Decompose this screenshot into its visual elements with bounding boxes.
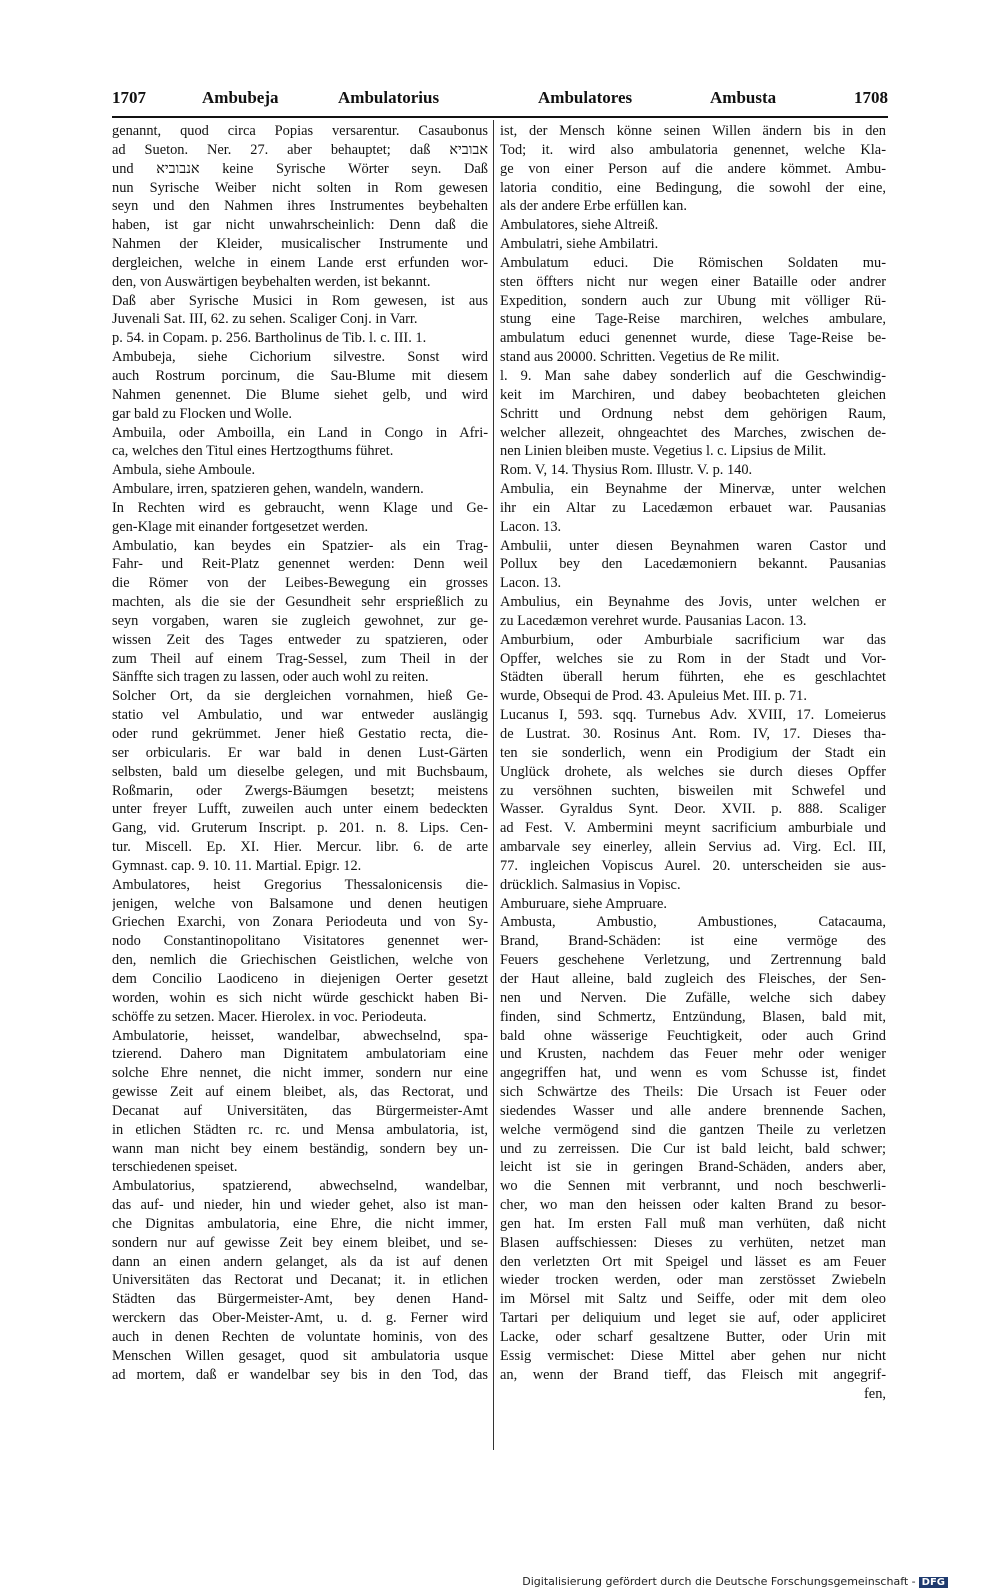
text-line: wissen Zeit des Tages entweder zu spatzieren, oder — [112, 631, 488, 648]
text-line: Ambusta, Ambustio, Ambustiones, Catacauma, — [500, 914, 886, 931]
text-line: Gang, vid. Gruterum Inscript. p. 201. n. 8. Lips. Cen- — [112, 820, 488, 837]
text-line: Griechen Exarchi, von Zonara Periodeuta und von Sy- — [112, 914, 488, 931]
text-line: dem Concilio Laodiceno in diejenigen Oerter gesetzt — [112, 970, 488, 987]
text-line: Lucanus I, 593. sqq. Turnebus Adv. XVIII, 17. Lomeierus — [500, 707, 886, 724]
text-line: drücklich. Salmasius in Vopisc. — [500, 876, 681, 893]
text-line: der Haut alleine, bald zugleich des Fleisches, der Sen- — [500, 970, 886, 987]
text-line: seyn vorgaben, waren sie zugleich gewohnet, zur ge- — [112, 612, 488, 629]
text-line: auch Rostrum porcinum, die Sau-Blume mit diesem — [112, 367, 488, 384]
text-line: Expedition, sondern auch zur Ubung mit völliger Rü- — [500, 292, 886, 309]
text-line: ambarvale sey einerley, allein Servius ad. Virg. Ecl. III, — [500, 839, 886, 856]
text-line: che Dignitas ambulatoria, eine Ehre, die nicht immer, — [112, 1215, 488, 1232]
text-line: de Lustrat. 30. Rosinus Ant. Rom. IV, 17. Dieses tha- — [500, 726, 886, 742]
text-line: Amburbium, oder Amburbiale sacrificium war das — [500, 631, 886, 648]
text-line: ser orbicularis. Er war bald in denen Lust-Gärten — [112, 744, 488, 761]
text-line: keit im Marchiren, und dabey beobachteten gleichen — [500, 386, 886, 403]
text-line: genannt, quod circa Popias versarentur. Casaubonus — [112, 123, 488, 139]
text-line: Ambulatio, kan beydes ein Spatzier- als ein Trag- — [112, 537, 488, 554]
text-line: stung eine Tage-Reise marchiren, welches ambulare, — [500, 311, 886, 328]
text-line: ca, welches den Titul eines Hertzogthums führet. — [112, 443, 394, 460]
text-line: Ambulatores, heist Gregorius Thessalonicensis die- — [112, 876, 488, 893]
text-line: Decanat auf Universitäten, das Bürgermeister-Amt — [112, 1102, 488, 1119]
text-line: ad mortem, daß er wandelbar sey bis in den Tod, das — [112, 1366, 488, 1383]
text-line: Essig vermischet: Diese Mittel aber gehen nur nicht — [500, 1347, 886, 1364]
text-line: Lacon. 13. — [500, 575, 562, 592]
catchword: fen, — [864, 1385, 886, 1402]
text-line: Sänffte sich tragen zu lassen, oder auch wohl zu reiten. — [112, 669, 429, 686]
text-line: Ambuila, oder Amboilla, ein Land in Congo in Afri- — [112, 424, 488, 441]
text-line: gar bald zu Flocken und Wolle. — [112, 405, 293, 422]
text-line: gen hat. Im ersten Fall muß man verhüten, daß nicht — [500, 1215, 886, 1232]
text-line: an, wenn der Brand tieff, das Fleisch mit angegrif- — [500, 1366, 886, 1383]
text-line: den, von Auswärtigen beybehalten werden, ist bekannt. — [112, 273, 431, 290]
text-line: Wasser. Gyraldus Synt. Deor. XVII. p. 888. Scaliger — [500, 801, 886, 818]
text-line: p. 54. in Copam. p. 256. Bartholinus de Tib. l. c. III. 1. — [112, 330, 427, 347]
text-line: In Rechten wird es gebraucht, wenn Klage und Ge- — [112, 499, 488, 516]
text-line: siedendes Wasser und alle andere brennende Sachen, — [500, 1102, 886, 1119]
text-line: Ambulatri, siehe Ambilatri. — [500, 236, 659, 253]
footer — [522, 1575, 948, 1588]
text-line: schöffe zu setzen. Macer. Hierolex. in voc. Periodeuta. — [112, 1008, 427, 1025]
page-header — [112, 88, 888, 114]
text-line: Rom. V, 14. Thysius Rom. Illustr. V. p. 140. — [500, 462, 753, 479]
text-line: welche vermögend sind die gantzen Theile zu verletzen — [500, 1121, 886, 1138]
text-line: und אנבוביא keine Syrische Wörter seyn. Daß — [112, 160, 488, 177]
text-line: die Römer von der Leibes-Bewegung ein grosses — [112, 575, 488, 592]
text-line: Tartari per deliquium und leget sie auf, oder appliciret — [500, 1310, 886, 1327]
text-line: finden, sind Schmertz, Entzündung, Blasen, bald mit, — [500, 1008, 886, 1025]
text-line: bald ohne wässerige Feuchtigkeit, oder auch Grind — [500, 1027, 886, 1044]
text-line: im Mörsel mit Saltz und Seiffe, oder mit dem oleo — [500, 1291, 886, 1308]
text-line: ad Sueton. Ner. 27. aber behauptet; daß אבוביא — [112, 141, 488, 158]
text-line: ge von einer Person auf die andere kömmet. Ambu- — [500, 160, 886, 177]
text-line: werckern das Ober-Meister-Amt, u. d. g. Ferner wird — [112, 1310, 488, 1327]
text-line: Gymnast. cap. 9. 10. 11. Martial. Epigr. 12. — [112, 857, 362, 874]
text-line: selbsten, bald um dieselbe gelegen, und mit Buchsbaum, — [112, 763, 488, 780]
text-line: und zu zerreissen. Die Cur ist bald leicht, bald schwer; — [500, 1140, 886, 1157]
text-line: den verletzten Ort mit Speigel und lässet es am Feuer — [500, 1253, 886, 1270]
text-line: jenigen, welche von Balsamone und denen heutigen — [112, 895, 488, 912]
text-line: als der andere Erbe erfüllen kan. — [500, 198, 687, 215]
text-line: Nahmen genennet. Die Blume siehet gelb, und wird — [112, 386, 488, 403]
text-line: Ambulatorius, spatzierend, abwechselnd, wandelbar, — [112, 1178, 488, 1195]
text-line: den, nemlich die Griechischen Geistlichen, welche von — [112, 952, 488, 969]
text-line: stand aus 20000. Schritten. Vegetius de Re milit. — [500, 349, 780, 366]
text-line: wieder trocken werden, oder man zerstösset Zwiebeln — [500, 1272, 886, 1289]
text-line: Lacke, oder scharf gesaltzene Butter, oder Urin mit — [500, 1329, 886, 1345]
text-line: sich Schwärtze des Theils: Die Ursach ist Feuer oder — [500, 1084, 886, 1101]
text-line: Ambulii, unter diesen Beynahmen waren Castor und — [500, 537, 886, 554]
text-line: zu Lacedæmon verehret wurde. Pausanias Lacon. 13. — [500, 612, 807, 629]
text-line: gen-Klage mit einander fortgesetzet werden. — [112, 518, 369, 535]
text-line: Juvenali Sat. III, 62. zu sehen. Scaliger Conj. in Varr. — [112, 311, 418, 328]
text-line: ambulatum educi genennet wurde, diese Tage-Reise be- — [500, 330, 886, 347]
text-line: cher, wo man den heissen oder kalten Brand zu besor- — [500, 1197, 886, 1214]
text-line: Ambulia, ein Beynahme der Minervæ, unter welchen — [500, 481, 886, 498]
text-line: Brand, Brand-Schäden: ist eine vermöge des — [500, 933, 886, 950]
text-line: das auf- und nieder, hin und wieder gehet, also ist man- — [112, 1197, 488, 1214]
text-line: 77. ingleichen Vopiscus Aurel. 20. unterscheiden sie aus- — [500, 857, 886, 874]
text-line: ist, der Mensch könne seinen Willen ändern bis in den — [500, 123, 886, 139]
text-line: Ambulare, irren, spatzieren gehen, wandeln, wandern. — [112, 481, 424, 498]
text-line: seyn und den Nahmen ihres Instrumentes beybehalten — [112, 198, 488, 215]
text-line: sten öffters nicht nur wegen einer Bataille oder andrer — [500, 273, 886, 290]
text-line: zum Theil auf einem Trag-Sessel, zum Theil in der — [112, 650, 488, 667]
column-divider — [493, 120, 494, 1450]
text-line: wo die Sennen mit verbrannt, und noch beschwerli- — [500, 1178, 886, 1195]
header-rule — [112, 116, 888, 118]
footer-text: Digitalisierung gefördert durch die Deutsche Forschungsgemeinschaft - — [522, 1575, 916, 1588]
text-line: oder rund gekrümmet. Jener hieß Gestatio recta, die- — [112, 726, 488, 742]
text-line: Tod; it. wird also ambulatoria genennet, welche Kla- — [500, 141, 886, 158]
text-line: wann man nicht bey einem beständig, sondern bey un- — [112, 1140, 488, 1157]
header-keyword-4: Ambusta — [710, 88, 777, 107]
text-line: ad Fest. V. Ambermini meynt sacrificium amburbiale und — [500, 820, 886, 837]
text-line: Städten das Bürgermeister-Amt, bey denen Hand- — [112, 1291, 488, 1308]
dfg-logo: DFG — [919, 1577, 948, 1588]
text-line: und Krusten, nachdem das Feuer mehr oder weniger — [500, 1046, 886, 1063]
text-line: Menschen Willen gesaget, quod sit ambulatoria usque — [112, 1347, 488, 1364]
text-line: dann an einen andern gelanget, als da ist auf denen — [112, 1253, 488, 1270]
text-line: terschiedenen speiset. — [112, 1159, 238, 1176]
text-line: welcher allezeit, ohngeachtet des Marches, zwischen de- — [500, 424, 886, 441]
text-line: Schritt und Ordnung nebst dem gehörigen Raum, — [500, 405, 886, 422]
page-number-right: 1708 — [854, 88, 888, 107]
header-keyword-2: Ambulatorius — [338, 88, 440, 107]
text-line: Daß aber Syrische Musici in Rom gewesen, ist aus — [112, 292, 488, 309]
text-line: Roßmarin, oder Zwergs-Bäumgen besetzt; meistens — [112, 782, 488, 799]
text-line: statio vel Ambulatio, und war entweder auslängig — [112, 707, 488, 724]
left-column — [112, 122, 488, 1385]
text-line: Universitäten das Rectorat und Decanat; it. in etlichen — [112, 1272, 488, 1289]
text-line: Fahr- und Reit-Platz genennet werden: Denn weil — [112, 556, 488, 573]
header-keyword-3: Ambulatores — [538, 88, 633, 107]
text-line: gewisse Zeit auf einem bleibet, als, das Rectorat, und — [112, 1084, 488, 1101]
text-line: l. 9. Man sahe dabey sonderlich auf die Geschwindig- — [500, 367, 886, 384]
text-line: Blasen auffschiessen: Dieses zu verhüten, netzet man — [500, 1234, 886, 1251]
text-line: Unglück drohete, als welches sie durch dieses Opffer — [500, 763, 886, 780]
text-line: sondern nur auf gewisse Zeit bey einem bleibet, und se- — [112, 1234, 488, 1251]
text-line: haben, ist gar nicht unwahrscheinlich: Denn daß die — [112, 217, 488, 234]
text-line: nen und Nerven. Die Zufälle, welche sich dabey — [500, 989, 886, 1006]
text-line: Städten überall herum führten, ehe es geschlachtet — [500, 669, 886, 686]
text-line: Nahmen der Kleider, musicalischer Instrumente und — [112, 236, 488, 253]
text-line: ihr ein Altar zu Lacedæmon erbauet war. Pausanias — [500, 499, 886, 516]
text-line: wurde, Obsequi de Prod. 43. Apuleius Met. III. p. 71. — [500, 688, 807, 705]
text-line: nun Syrische Weiber nicht solten in Rom gewesen — [112, 179, 488, 196]
text-line: Ambubeja, siehe Cichorium silvestre. Sonst wird — [112, 349, 488, 366]
right-column — [500, 122, 886, 1403]
text-line: angegriffen hat, und wenn es vom Schusse ist, findet — [500, 1065, 886, 1082]
text-line: nodo Constantinopolitano Visitatores genennet wer- — [112, 933, 488, 950]
text-line: Feuers geschehene Verletzung, und Zertrennung bald — [500, 952, 886, 969]
text-line: Ambulatum educi. Die Römischen Soldaten mu- — [500, 254, 886, 271]
text-line: Pollux bey den Lacedæmoniern bekannt. Pausanias — [500, 556, 886, 573]
text-line: Ambulatorie, heisset, wandelbar, abwechselnd, spa- — [112, 1027, 488, 1044]
text-line: Amburuare, siehe Ampruare. — [500, 895, 668, 912]
text-line: ten sie sonderlich, wenn ein Prodigium der Stadt ein — [500, 744, 886, 761]
text-line: latoria conditio, eine Bedingung, die sowohl der eine, — [500, 179, 886, 196]
text-line: Solcher Ort, da sie dergleichen vornahmen, hieß Ge- — [112, 688, 488, 705]
text-line: tur. Miscell. Ep. XI. Hier. Mercur. libr. 6. de arte — [112, 839, 488, 856]
text-line: Ambula, siehe Amboule. — [112, 462, 256, 479]
text-line: in etlichen Städten rc. rc. und Mensa ambulatoria, ist, — [112, 1121, 488, 1138]
text-line: Ambulius, ein Beynahme des Jovis, unter welchen er — [500, 594, 886, 611]
text-line: auch in denen Rechten de voluntate hominis, von des — [112, 1329, 488, 1345]
text-line: zu versöhnen suchten, bisweilen mit Schwefel und — [500, 782, 886, 799]
text-line: leicht ist sie in geringen Brand-Schäden, anders aber, — [500, 1159, 886, 1176]
page-number-left: 1707 — [112, 88, 146, 107]
text-line: unter freyer Lufft, zuweilen auch unter einem bedeckten — [112, 801, 488, 818]
text-line: worden, wohin es sich nicht würde geschickt haben Bi- — [112, 989, 488, 1006]
text-line: Opffer, welches sie zu Rom in der Stadt und Vor- — [500, 650, 886, 667]
text-line: machten, als die sie der Gesundheit sehr ersprießlich zu — [112, 594, 488, 611]
text-line: tzierend. Dahero man Dignitatem ambulatoriam eine — [112, 1046, 488, 1063]
text-line: Lacon. 13. — [500, 518, 562, 535]
header-keyword-1: Ambubeja — [202, 88, 279, 107]
text-line: Ambulatores, siehe Altreiß. — [500, 217, 659, 234]
text-line: nen Linien bleiben muste. Vegetius l. c. Lipsius de Milit. — [500, 443, 827, 460]
text-line: solche Ehre nennet, die nicht immer, sondern nur eine — [112, 1065, 488, 1082]
text-line: dergleichen, welche in einem Lande erst erfunden wor- — [112, 254, 488, 271]
